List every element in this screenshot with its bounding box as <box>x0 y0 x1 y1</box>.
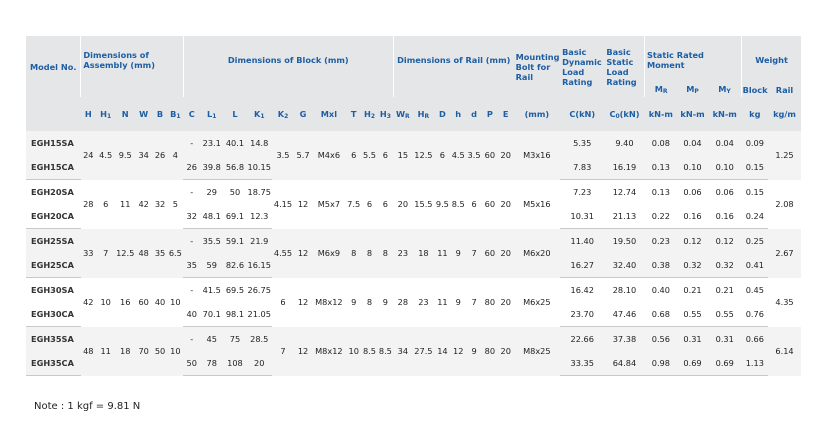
cell-B1: 4 <box>167 131 183 180</box>
cell-K2: 4.15 <box>272 180 294 229</box>
cell-dyn: 5.35 <box>560 131 604 155</box>
col-HR: $H_R$ <box>412 97 434 131</box>
cell-mr: 0.40 <box>645 278 678 303</box>
cell-L1: 45 <box>200 327 223 352</box>
cell-H3: 6 <box>377 131 393 180</box>
cell-sta: 9.40 <box>604 131 644 155</box>
cell-C: 26 <box>183 155 200 180</box>
cell-h: 9 <box>450 229 466 278</box>
my-header: $M_Y$ <box>708 83 742 97</box>
col-D: D <box>434 97 450 131</box>
model-cell: EGH35CA <box>26 351 81 376</box>
cell-G: 12 <box>294 327 312 376</box>
cell-E: 20 <box>498 278 514 327</box>
cell-T: 7.5 <box>346 180 362 229</box>
mr-header: $M_R$ <box>645 83 678 97</box>
basic-dynamic-header: Basic Dynamic Load Rating <box>560 36 604 97</box>
cell-K1: 21.9 <box>247 229 272 254</box>
cell-H2: 8.5 <box>362 327 378 376</box>
cell-my: 0.04 <box>708 131 742 155</box>
cell-WR: 34 <box>393 327 412 376</box>
cell-L: 50 <box>223 180 246 205</box>
table-row <box>26 131 801 155</box>
cell-mr: 0.13 <box>645 155 678 180</box>
cell-sta: 64.84 <box>604 351 644 376</box>
model-cell: EGH20CA <box>26 204 81 229</box>
col-W: W <box>135 97 153 131</box>
col-mp-unit: kN-m <box>677 97 708 131</box>
cell-bolt: M6x20 <box>514 229 560 278</box>
cell-H2: 8 <box>362 278 378 327</box>
col-K2: $K_2$ <box>272 97 294 131</box>
cell-HR: 18 <box>412 229 434 278</box>
cell-sta: 21.13 <box>604 204 644 229</box>
cell-P: 60 <box>482 229 498 278</box>
cell-B: 32 <box>153 180 168 229</box>
cell-dyn: 16.42 <box>560 278 604 303</box>
cell-T: 10 <box>346 327 362 376</box>
cell-h: 4.5 <box>450 131 466 180</box>
cell-C: - <box>183 278 200 303</box>
cell-K1: 12.3 <box>247 204 272 229</box>
block-weight-header: Block <box>742 85 768 95</box>
cell-E: 20 <box>498 180 514 229</box>
weight-header: Weight <box>742 36 801 83</box>
cell-N: 12.5 <box>116 229 135 278</box>
cell-H3: 9 <box>377 278 393 327</box>
model-cell: EGH30CA <box>26 302 81 327</box>
mounting-bolt-header: Mounting Bolt for Rail <box>514 36 560 97</box>
cell-bolt: M8x25 <box>514 327 560 376</box>
model-cell: EGH25SA <box>26 229 81 254</box>
cell-d: 3.5 <box>466 131 482 180</box>
cell-L: 59.1 <box>223 229 246 254</box>
cell-N: 16 <box>116 278 135 327</box>
cell-L1: 48.1 <box>200 204 223 229</box>
cell-Mxl: M8x12 <box>312 278 346 327</box>
table-row <box>26 180 801 205</box>
cell-block_kg: 0.66 <box>742 327 768 352</box>
cell-C: - <box>183 327 200 352</box>
cell-E: 20 <box>498 327 514 376</box>
cell-mp: 0.21 <box>677 278 708 303</box>
cell-C: - <box>183 131 200 155</box>
cell-dyn: 10.31 <box>560 204 604 229</box>
cell-Mxl: M6x9 <box>312 229 346 278</box>
col-dynamic-unit: C(kN) <box>560 97 604 131</box>
cell-my: 0.21 <box>708 278 742 303</box>
cell-L1: 70.1 <box>200 302 223 327</box>
cell-H1: 7 <box>96 229 116 278</box>
cell-L: 108 <box>223 351 246 376</box>
col-bolt-unit: (mm) <box>514 97 560 131</box>
cell-B1: 10 <box>167 278 183 327</box>
cell-rail-kg: 4.35 <box>768 278 801 327</box>
footnote: Note : 1 kgf = 9.81 N <box>34 401 141 412</box>
cell-my: 0.32 <box>708 253 742 278</box>
cell-mp: 0.32 <box>677 253 708 278</box>
cell-my: 0.69 <box>708 351 742 376</box>
cell-B: 35 <box>153 229 168 278</box>
col-P: P <box>482 97 498 131</box>
col-mr-unit: kN-m <box>645 97 678 131</box>
cell-block_kg: 0.24 <box>742 204 768 229</box>
cell-K1: 21.05 <box>247 302 272 327</box>
specification-table <box>26 36 801 376</box>
cell-mr: 0.13 <box>645 180 678 205</box>
dim-rail-header: Dimensions of Rail (mm) <box>393 36 513 83</box>
cell-B1: 5 <box>167 180 183 229</box>
cell-P: 80 <box>482 278 498 327</box>
cell-N: 11 <box>116 180 135 229</box>
cell-B1: 10 <box>167 327 183 376</box>
cell-dyn: 11.40 <box>560 229 604 254</box>
cell-sta: 32.40 <box>604 253 644 278</box>
model-cell: EGH20SA <box>26 180 81 205</box>
mp-header: $M_P$ <box>677 83 708 97</box>
cell-K2: 4.55 <box>272 229 294 278</box>
cell-sta: 16.19 <box>604 155 644 180</box>
cell-C: - <box>183 229 200 254</box>
cell-K1: 14.8 <box>247 131 272 155</box>
cell-B: 40 <box>153 278 168 327</box>
col-T: T <box>346 97 362 131</box>
cell-C: 32 <box>183 204 200 229</box>
cell-mp: 0.16 <box>677 204 708 229</box>
dim-assembly-header: Dimensions of Assembly (mm) <box>81 36 183 83</box>
cell-B1: 6.5 <box>167 229 183 278</box>
model-no-header: Model No. <box>26 36 81 97</box>
cell-L1: 39.8 <box>200 155 223 180</box>
cell-my: 0.06 <box>708 180 742 205</box>
model-cell: EGH15CA <box>26 155 81 180</box>
cell-K2: 7 <box>272 327 294 376</box>
cell-bolt: M5x16 <box>514 180 560 229</box>
cell-L1: 59 <box>200 253 223 278</box>
cell-N: 9.5 <box>116 131 135 180</box>
cell-my: 0.31 <box>708 327 742 352</box>
cell-dyn: 7.23 <box>560 180 604 205</box>
cell-W: 48 <box>135 229 153 278</box>
cell-K1: 20 <box>247 351 272 376</box>
cell-HR: 15.5 <box>412 180 434 229</box>
cell-C: - <box>183 180 200 205</box>
cell-h: 9 <box>450 278 466 327</box>
cell-Mxl: M8x12 <box>312 327 346 376</box>
cell-W: 34 <box>135 131 153 180</box>
cell-L1: 29 <box>200 180 223 205</box>
col-rail-unit: kg/m <box>768 97 801 131</box>
cell-HR: 27.5 <box>412 327 434 376</box>
cell-sta: 47.46 <box>604 302 644 327</box>
col-L: L <box>223 97 246 131</box>
cell-P: 80 <box>482 327 498 376</box>
cell-C: 40 <box>183 302 200 327</box>
cell-D: 14 <box>434 327 450 376</box>
col-d: d <box>466 97 482 131</box>
cell-H: 28 <box>81 180 96 229</box>
cell-block_kg: 1.13 <box>742 351 768 376</box>
cell-WR: 15 <box>393 131 412 180</box>
cell-G: 12 <box>294 229 312 278</box>
cell-rail-kg: 6.14 <box>768 327 801 376</box>
cell-W: 70 <box>135 327 153 376</box>
static-moment-header: Static Rated Moment <box>645 36 742 83</box>
model-cell: EGH30SA <box>26 278 81 303</box>
cell-H3: 6 <box>377 180 393 229</box>
cell-block_kg: 0.09 <box>742 131 768 155</box>
cell-dyn: 16.27 <box>560 253 604 278</box>
cell-G: 12 <box>294 180 312 229</box>
cell-mr: 0.08 <box>645 131 678 155</box>
cell-h: 12 <box>450 327 466 376</box>
dim-block-header: Dimensions of Block (mm) <box>183 36 393 83</box>
cell-rail-kg: 2.67 <box>768 229 801 278</box>
cell-Mxl: M4x6 <box>312 131 346 180</box>
cell-block_kg: 0.15 <box>742 155 768 180</box>
cell-block_kg: 0.25 <box>742 229 768 254</box>
cell-H2: 5.5 <box>362 131 378 180</box>
cell-H: 42 <box>81 278 96 327</box>
cell-L1: 35.5 <box>200 229 223 254</box>
cell-H1: 4.5 <box>96 131 116 180</box>
cell-my: 0.16 <box>708 204 742 229</box>
col-H1: $H_1$ <box>96 97 116 131</box>
col-L1: $L_1$ <box>200 97 223 131</box>
cell-H: 33 <box>81 229 96 278</box>
cell-L: 75 <box>223 327 246 352</box>
col-static-unit: $C_0(kN)$ <box>604 97 644 131</box>
cell-H1: 6 <box>96 180 116 229</box>
cell-h: 8.5 <box>450 180 466 229</box>
col-K1: $K_1$ <box>247 97 272 131</box>
cell-L: 56.8 <box>223 155 246 180</box>
cell-H: 24 <box>81 131 96 180</box>
model-cell: EGH15SA <box>26 131 81 155</box>
cell-P: 60 <box>482 131 498 180</box>
cell-D: 11 <box>434 278 450 327</box>
col-E: E <box>498 97 514 131</box>
col-N: N <box>116 97 135 131</box>
cell-sta: 37.38 <box>604 327 644 352</box>
table-row <box>26 327 801 352</box>
cell-L1: 41.5 <box>200 278 223 303</box>
cell-L: 98.1 <box>223 302 246 327</box>
cell-C: 50 <box>183 351 200 376</box>
cell-bolt: M6x25 <box>514 278 560 327</box>
cell-WR: 20 <box>393 180 412 229</box>
basic-static-header: Basic Static Load Rating <box>604 36 644 97</box>
cell-H1: 11 <box>96 327 116 376</box>
cell-my: 0.12 <box>708 229 742 254</box>
cell-sta: 19.50 <box>604 229 644 254</box>
cell-N: 18 <box>116 327 135 376</box>
cell-rail-kg: 2.08 <box>768 180 801 229</box>
cell-K1: 26.75 <box>247 278 272 303</box>
cell-E: 20 <box>498 229 514 278</box>
cell-L1: 23.1 <box>200 131 223 155</box>
table-row <box>26 229 801 254</box>
cell-E: 20 <box>498 131 514 180</box>
cell-dyn: 33.35 <box>560 351 604 376</box>
cell-d: 9 <box>466 327 482 376</box>
cell-mp: 0.55 <box>677 302 708 327</box>
col-H2: $H_2$ <box>362 97 378 131</box>
col-h: h <box>450 97 466 131</box>
cell-mp: 0.10 <box>677 155 708 180</box>
cell-D: 9.5 <box>434 180 450 229</box>
col-B: B <box>153 97 168 131</box>
cell-bolt: M3x16 <box>514 131 560 180</box>
cell-H1: 10 <box>96 278 116 327</box>
cell-dyn: 7.83 <box>560 155 604 180</box>
cell-d: 7 <box>466 229 482 278</box>
model-cell: EGH35SA <box>26 327 81 352</box>
cell-WR: 23 <box>393 229 412 278</box>
cell-sta: 12.74 <box>604 180 644 205</box>
cell-D: 6 <box>434 131 450 180</box>
cell-mr: 0.38 <box>645 253 678 278</box>
cell-block_kg: 0.41 <box>742 253 768 278</box>
cell-H3: 8 <box>377 229 393 278</box>
cell-block_kg: 0.15 <box>742 180 768 205</box>
col-my-unit: kN-m <box>708 97 742 131</box>
cell-sta: 28.10 <box>604 278 644 303</box>
cell-K2: 3.5 <box>272 131 294 180</box>
cell-L1: 78 <box>200 351 223 376</box>
cell-rail-kg: 1.25 <box>768 131 801 180</box>
cell-mp: 0.69 <box>677 351 708 376</box>
cell-my: 0.10 <box>708 155 742 180</box>
cell-d: 7 <box>466 278 482 327</box>
cell-block_kg: 0.76 <box>742 302 768 327</box>
cell-block_kg: 0.45 <box>742 278 768 303</box>
cell-mp: 0.31 <box>677 327 708 352</box>
cell-W: 60 <box>135 278 153 327</box>
cell-G: 12 <box>294 278 312 327</box>
cell-H2: 6 <box>362 180 378 229</box>
col-H: H <box>81 97 96 131</box>
rail-weight-header: Rail <box>768 83 801 97</box>
cell-W: 42 <box>135 180 153 229</box>
cell-mp: 0.04 <box>677 131 708 155</box>
cell-K1: 28.5 <box>247 327 272 352</box>
cell-mr: 0.23 <box>645 229 678 254</box>
cell-H2: 8 <box>362 229 378 278</box>
cell-mr: 0.56 <box>645 327 678 352</box>
cell-mp: 0.12 <box>677 229 708 254</box>
cell-L: 69.5 <box>223 278 246 303</box>
cell-T: 9 <box>346 278 362 327</box>
cell-C: 35 <box>183 253 200 278</box>
cell-K2: 6 <box>272 278 294 327</box>
cell-dyn: 22.66 <box>560 327 604 352</box>
model-cell: EGH25CA <box>26 253 81 278</box>
col-H3: $H_3$ <box>377 97 393 131</box>
cell-B: 50 <box>153 327 168 376</box>
cell-Mxl: M5x7 <box>312 180 346 229</box>
cell-WR: 28 <box>393 278 412 327</box>
table-row <box>26 278 801 303</box>
col-G: G <box>294 97 312 131</box>
cell-K1: 18.75 <box>247 180 272 205</box>
cell-dyn: 23.70 <box>560 302 604 327</box>
cell-H: 48 <box>81 327 96 376</box>
cell-mr: 0.98 <box>645 351 678 376</box>
col-C: C <box>183 97 200 131</box>
cell-K1: 16.15 <box>247 253 272 278</box>
cell-mr: 0.22 <box>645 204 678 229</box>
cell-L: 82.6 <box>223 253 246 278</box>
cell-HR: 12.5 <box>412 131 434 180</box>
cell-T: 8 <box>346 229 362 278</box>
col-B1: $B_1$ <box>167 97 183 131</box>
col-WR: $W_R$ <box>393 97 412 131</box>
cell-mp: 0.06 <box>677 180 708 205</box>
cell-B: 26 <box>153 131 168 180</box>
cell-d: 6 <box>466 180 482 229</box>
cell-K1: 10.15 <box>247 155 272 180</box>
cell-mr: 0.68 <box>645 302 678 327</box>
cell-HR: 23 <box>412 278 434 327</box>
cell-T: 6 <box>346 131 362 180</box>
cell-P: 60 <box>482 180 498 229</box>
cell-L: 69.1 <box>223 204 246 229</box>
cell-H3: 8.5 <box>377 327 393 376</box>
cell-D: 11 <box>434 229 450 278</box>
col-block-unit: kg <box>742 97 768 131</box>
cell-my: 0.55 <box>708 302 742 327</box>
cell-G: 5.7 <box>294 131 312 180</box>
col-Mxl: Mxl <box>312 97 346 131</box>
cell-L: 40.1 <box>223 131 246 155</box>
